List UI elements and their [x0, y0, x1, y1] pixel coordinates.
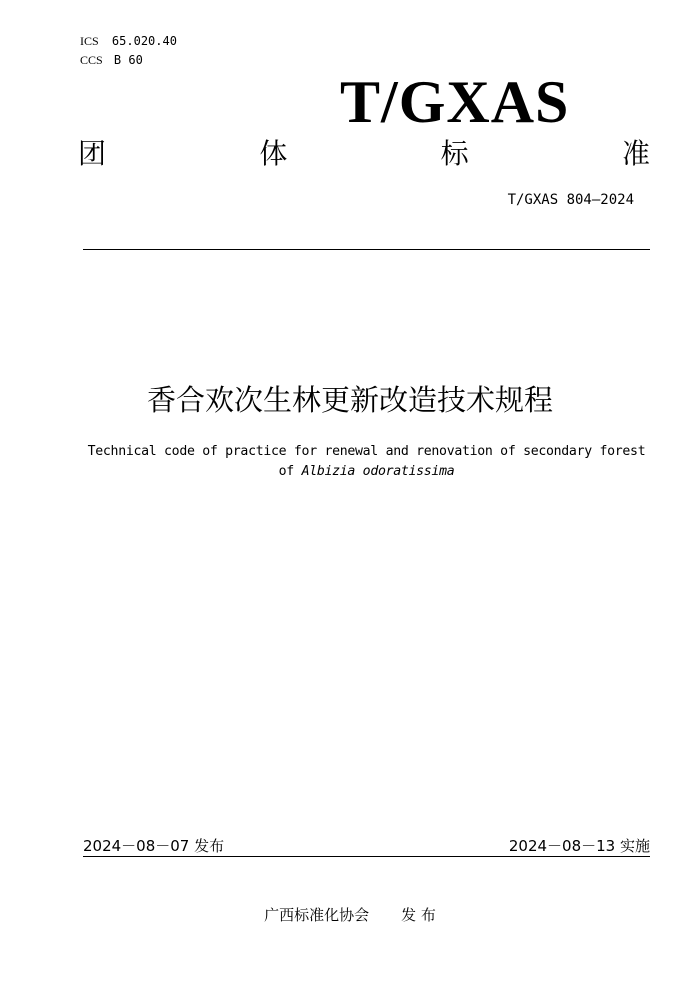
title-english: [83, 442, 650, 482]
ics-code: 65.020.40: [111, 34, 177, 48]
ccs-label: CCS: [80, 53, 103, 67]
ccs-line: [80, 53, 143, 68]
standard-type-char-4: 准: [621, 137, 650, 170]
title-english-line-1: Technical code of practice for renewal and renovation of secondary forest: [87, 444, 646, 459]
species-name: Albizia odoratissima: [301, 464, 455, 479]
footer-divider: [83, 856, 650, 857]
ccs-code: B 60: [113, 53, 143, 67]
title-english-line-2: [83, 462, 650, 482]
standard-type-char-3: 标: [440, 137, 469, 170]
title-chinese: 香合欢次生林更新改造技术规程: [146, 383, 553, 417]
implement-date: 2024－08－13 实施: [508, 837, 650, 855]
issuer: [0, 904, 700, 925]
standard-type-char-2: 体: [259, 137, 288, 170]
standard-number: T/GXAS 804—2024: [507, 192, 634, 208]
title-english-prefix: of: [278, 464, 302, 479]
publish-date: 2024－08－07 发布: [83, 837, 225, 855]
issuer-name: 广西标准化协会: [264, 906, 370, 924]
standard-type-char-1: 团: [78, 137, 107, 170]
ics-line: [80, 34, 177, 49]
brand-code: T/GXAS: [340, 69, 570, 135]
standard-type: [78, 136, 650, 172]
header-divider: [83, 249, 650, 250]
issuer-action: 发 布: [401, 906, 436, 924]
ics-label: ICS: [80, 34, 99, 48]
